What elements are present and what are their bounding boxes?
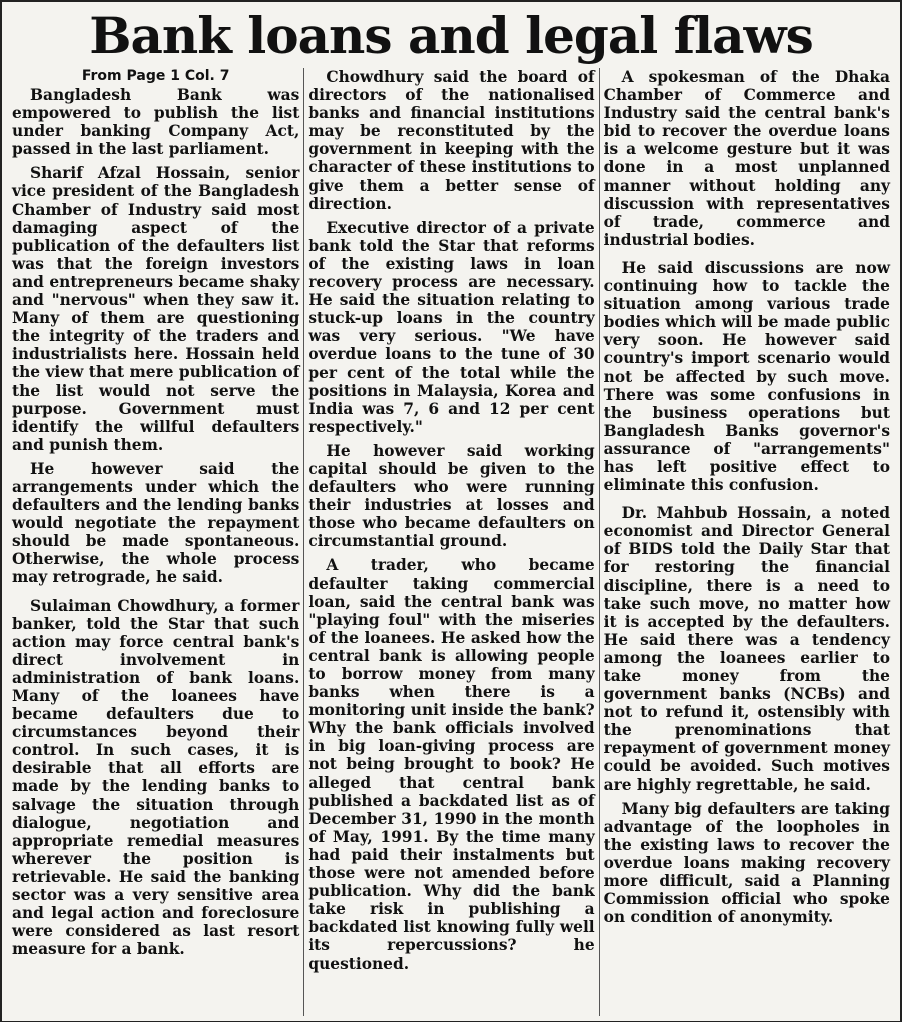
paragraph: A spokesman of the Dhaka Chamber of Commerce and Industry said the central bank's bid to recover the overdue loans is a welcome gesture but it was done in a most unplanned manner without holding any discussion with representatives of trade, commerce and industrial bodies. xyxy=(603,68,890,249)
paragraph: Many big defaulters are taking advantage of the loopholes in the existing laws to recover the overdue loans making recovery more difficult, said a Planning Commission official who spoke on condition of anonymity. xyxy=(603,799,890,927)
paragraph: Sulaiman Chowdhury, a former banker, told the Star that such action may force central bank's direct involvement in administration of bank loans. Many of the loanees have became defaulters due to circumstances beyond their control. In such cases, it is desirable that all efforts are made by the lending banks to salvage the situation through dialogue, negotiation and appropriate remedial measures wherever the position is retrievable. He said the banking sector was a very sensitive area and legal action and foreclosure were considered as last resort measure for a bank. xyxy=(12,596,300,959)
paragraph: A trader, who became defaulter taking commercial loan, said the central bank was "playing foul" with the miseries of the loanees. He asked how the central bank is allowing people to borrow money from many banks when there is a monitoring unit inside the bank? Why the bank officials involved in big loan-giving process are not being brought to book? He alleged that central bank published a backdated list as of December 31, 1990 in the month of May, 1991. By the time many had paid their instalments but those were not amended before publication. Why did the bank take risk in publishing a backdated list knowing fully well its repercussions? he questioned. xyxy=(308,556,595,973)
column-3 xyxy=(599,68,894,1016)
jump-label: From Page 1 Col. 7 xyxy=(81,68,230,84)
paragraph: Bangladesh Bank was empowered to publish the list under banking Company Act, passed in the last parliament. xyxy=(12,86,300,159)
headline: Bank loans and legal flaws xyxy=(89,6,813,65)
paragraph: Dr. Mahbub Hossain, a noted economist and Director General of BIDS told the Daily Star that for restoring the financial discipline, there is a need to take such move, no matter how it is accepted by the defaulters. He said there was a tendency among the loanees earlier to take money from the government banks (NCBs) and not to refund it, ostensibly with the prenominations that repayment of government money could be avoided. Such motives are highly regrettable, he said. xyxy=(603,504,890,794)
column-2 xyxy=(303,68,598,1016)
paragraph: He said discussions are now continuing how to tackle the situation among various trade bodies which will be made public very soon. He however said country's import scenario would not be affected by such move. There was some confusions in the business operations but Bangladesh Banks governor's assurance of "arrangements" has left positive effect to eliminate this confusion. xyxy=(603,258,890,495)
paragraph: He however said the arrangements under which the defaulters and the lending banks would negotiate the repayment should be made spontaneous. Otherwise, the whole process may retrograde, he said. xyxy=(12,459,300,587)
paragraph: Chowdhury said the board of directors of the nationalised banks and financial institutions may be reconstituted by the government in keeping with the character of these institutions to give them a better sense of direction. xyxy=(308,68,595,213)
paragraph: Executive director of a private bank told the Star that reforms of the existing laws in loan recovery process are necessary. He said the situation relating to stuck-up loans in the country was very serious. "We have overdue loans to the tune of 30 per cent of the total while the positions in Malaysia, Korea and India was 7, 6 and 12 per cent respectively." xyxy=(308,218,595,436)
article-columns xyxy=(8,68,894,1016)
paragraph: Sharif Afzal Hossain, senior vice president of the Bangladesh Chamber of Industry said most damaging aspect of the publication of the defaulters list was that the foreign investors and entrepreneurs became shaky and "nervous" when they saw it. Many of them are questioning the integrity of the traders and industrialists here. Hossain held the view that mere publication of the list would not serve the purpose. Government must identify the willful defaulters and punish them. xyxy=(12,164,300,454)
column-1 xyxy=(8,68,303,1016)
paragraph: He however said working capital should be given to the defaulters who were running their industries at losses and those who became defaulters on circumstantial ground. xyxy=(308,441,595,551)
